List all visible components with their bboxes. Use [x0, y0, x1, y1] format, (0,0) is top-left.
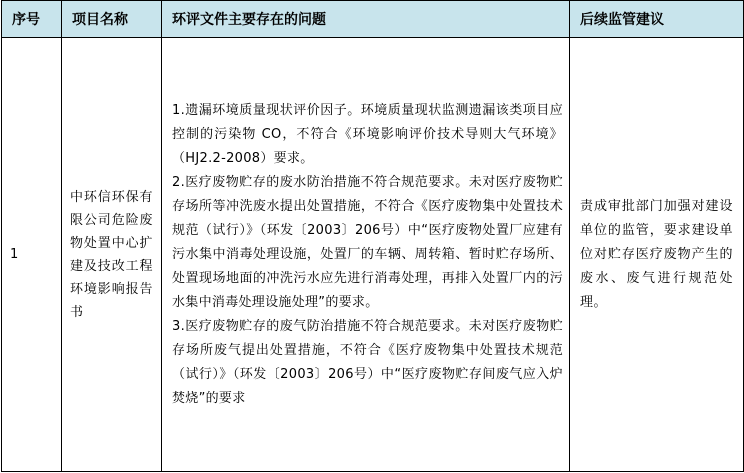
- issue-item: 3.医疗废物贮存的废气防治措施不符合规范要求。未对医疗废物贮存场所废气提出处置措施，不符合《医疗废物集中处置技术规范（试行）》（环发〔2003〕206号）中“医疗废物贮存间废气应入炉焚烧”的要求: [172, 318, 563, 406]
- row-number: 1: [2, 38, 62, 472]
- header-project-name: 项目名称: [62, 1, 162, 38]
- header-suggestion: 后续监管建议: [570, 1, 744, 38]
- table-row: [2, 38, 744, 472]
- header-no: 序号: [2, 1, 62, 38]
- project-name: 中环信环保有限公司危险废物处置中心扩建及技改工程环境影响报告书: [62, 38, 162, 472]
- suggestion-cell: 责成审批部门加强对建设单位的监管，要求建设单位对贮存医疗废物产生的废水、废气进行规范处理。: [570, 38, 744, 472]
- issues-cell: [162, 38, 570, 472]
- issues-table: [1, 0, 744, 472]
- header-row: [2, 1, 744, 38]
- issue-item: 2.医疗废物贮存的废水防治措施不符合规范要求。未对医疗废物贮存场所等冲洗废水提出处置措施，不符合《医疗废物集中处置技术规范（试行）》（环发〔2003〕206号）中“医疗废物处置厂应建有污水集中消毒处理设施，处置厂的车辆、周转箱、暂时贮存场所、处置现场地面的冲洗污水应先进行消毒处理，再排入处置厂内的污水集中消毒处理设施处理”的要求。: [172, 174, 563, 310]
- header-issues: 环评文件主要存在的问题: [162, 1, 570, 38]
- issue-item: 1.遗漏环境质量现状评价因子。环境质量现状监测遗漏该类项目应控制的污染物 CO，不符合《环境影响评价技术导则大气环境》（HJ2.2-2008）要求。: [172, 102, 563, 166]
